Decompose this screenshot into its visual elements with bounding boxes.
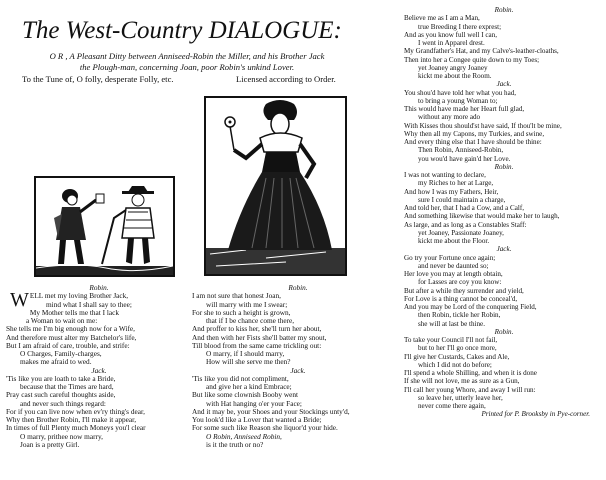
tune-name: O folly, desperate Folly, etc. [76,74,174,84]
verse-line: Then Robin, Anniseed-Robin, [418,146,504,155]
verse-line: O Robin, Anniseed Robin, [206,431,282,441]
verse-line: with Hat hanging o'er your Face; [206,398,302,408]
verse-line: kickt me about the Floor. [418,237,490,245]
ballad-subtitle [22,51,352,73]
verse-line: you wou'd have gain'd her Love. [418,154,511,163]
verse-line: O marry, if I should marry, [206,349,285,358]
verse-line: because that the Times are hard, [20,382,114,391]
woodcut-two-men [34,176,175,277]
verse-line: Robin. [494,327,514,336]
verse-line: My Grandfather's Hat, and my Calve's-leather-cloaths, [404,47,559,56]
verse-line: 'Tis like you are loath to take a Bride, [6,373,116,383]
verse-line: For she to such a height is grown, [192,307,291,317]
verse-line: sure I could maintain a charge, [418,195,506,204]
verse-line: This would have made her Heart full glad, [404,105,525,113]
tune-line [22,74,352,85]
verse-line: yet Joaney angry Joaney [418,63,488,72]
verse-line: And therefore must alter my Batchelor's life, [6,332,137,342]
verse-line: so leave her, utterly leave her, [418,393,503,402]
drop-cap: W [10,289,29,312]
verse-line: And every thing else that I have should be thine: [404,138,542,146]
verse-line: But I am afraid of care, trouble, and strife: [6,340,130,350]
verse-line: to bring a young Woman to; [418,96,498,105]
woodcut-woman-illustration [206,98,345,274]
ballad-column-left [6,284,192,449]
verse-line: Her love you may at length obtain, [404,270,503,278]
verse-line: Believe me as I am a Man, [404,14,480,23]
imprint-line: Printed for P. Brooksby in Pye-corner. [481,410,590,419]
verse-line: she will at last be thine. [418,319,485,328]
verse-line: And it may be, your Shoes and your Stockings unty'd, [192,406,350,416]
verse-line: But like some clownish Booby went [192,390,299,400]
verse-line: You look'd like a Lover that wanted a Bride; [192,415,322,424]
verse-line: mind what I shall say to thee; [46,299,132,309]
verse-line: Till blood from the same came trickling out: [192,340,322,350]
verse-line: In times of full Plenty much Moneys you'l clear [6,423,146,433]
verse-line: As large, and as long as a Constables Staff: [404,220,527,229]
verse-line: Then into her a Congee quite down to my Toes; [404,55,540,64]
verse-line: and never be daunted so; [418,261,489,270]
verse-line: that if I be chance come there, [206,316,295,325]
verse-line: With Kisses thou should'st have said, If thou'lt be mine, [404,121,562,130]
verse-line: yet Joaney, Passionate Joaney, [418,228,504,237]
verse-line: For Love is a thing cannot be conceal'd, [404,294,518,303]
woodcut-two-men-illustration [36,178,173,275]
verse-line: If she will not love, me as sure as a Gun, [404,377,520,386]
verse-line: Jack. [290,365,306,375]
verse-line: which I did not do before; [418,360,492,369]
verse-line: Robin. [89,283,109,292]
verse-line: Robin. [494,162,514,171]
verse-line: And as you know full well I can, [404,30,497,39]
verse-line: How will she serve me then? [206,357,291,367]
verse-line: then Robin, tickle her Robin, [418,311,501,320]
verse-line: never come there again, [418,402,486,410]
verse-line: Why then Brother Robin, I'll make it appear, [6,415,137,424]
verse-line: ELL met my loving Brother Jack, [29,291,129,301]
verse-line: I was not wanting to declare, [404,171,486,179]
verse-line: and give her a kind Embrace; [206,382,292,391]
verse-line: And you may be Lord of the conquering Field, [404,303,537,311]
verse-line: And then with her Fists she'll batter my snout, [192,332,327,342]
verse-line: I am not sure that honest Joan, [192,291,281,301]
verse-line: but to her I'll go once more, [418,344,497,353]
ballad-column-middle [192,284,404,449]
verse-line: true Breeding I there exprest; [418,22,502,31]
verse-line: My Mother tells me that I lack [29,307,120,317]
verse-line: will marry with me I swear; [206,299,288,309]
verse-line: I'll give her Custards, Cakes and Ale, [404,352,510,361]
verse-line: Pray cast such careful thoughts aside, [6,390,116,400]
verse-line: She tells me I'm big enough now for a Wife, [6,324,135,334]
verse-line: Why then all my Capons, my Turkies, and swine, [404,129,545,138]
verse-line: O marry, prithee now marry, [20,431,103,441]
verse-line: I'll spend a whole Shilling, and when it is done [404,369,537,377]
verse-line: Robin. [494,6,514,14]
verse-line: without any more ado [418,113,481,122]
verse-line: But after a while they surrender and yield, [404,286,524,295]
verse-line: For if you can live now when ev'ry thing's dear, [6,406,145,416]
license-note: Licensed according to Order. [236,74,336,84]
verse-line: Jack. [91,365,107,375]
verse-line: You shou'd have told her what you had, [404,88,517,97]
verse-line: Jack. [496,245,512,254]
verse-line: my Riches to her at Large, [418,179,494,188]
verse-line: I'll call her young Whore, and away I will run: [404,385,536,394]
verse-line: And told her, that I had a Cow, and a Calf, [404,204,525,212]
verse-line: For some such like Reason she liquor'd your hide. [192,423,338,433]
verse-line: for Lasses are coy you know: [418,278,502,287]
verse-line: 'Tis like you did not compliment, [192,373,289,383]
verse-line: Jack. [496,80,512,89]
verse-line: O Charges, Family-charges, [20,349,102,358]
verse-line: Joan is a pretty Girl. [20,439,80,449]
verse-line: And something likewise that would make her to laugh, [404,212,560,221]
subtitle-line: O R , A Pleasant Ditty between Anniseed-Robin the Miller, and his Brother Jack [49,51,325,61]
ballad-title: The West-Country DIALOGUE: [22,17,342,44]
verse-line: Go try your Fortune once again; [404,253,496,262]
verse-line: makes me afraid to wed. [20,357,92,367]
tune-prefix: To the Tune of, [22,74,75,84]
ballad-column-right [404,6,604,419]
verse-line: To take your Council I'll not fail, [404,336,498,344]
verse-line: kickt me about the Room. [418,72,492,80]
subtitle-line: the Plough-man, concerning Joan, poor Robin's unkind Lover. [79,62,295,72]
verse-line: Robin. [288,283,308,292]
verse-line: I went in Apparel drest. [418,39,485,47]
woodcut-woman [204,96,347,276]
verse-line: and never such things regard: [20,398,106,408]
verse-line: And how I was my Fathers, Heir, [404,187,499,196]
verse-line: And proffer to kiss her, she'll turn her about, [192,324,322,334]
verse-line: a Woman to wait on me: [26,316,98,325]
verse-line: is it the truth or no? [206,439,264,449]
